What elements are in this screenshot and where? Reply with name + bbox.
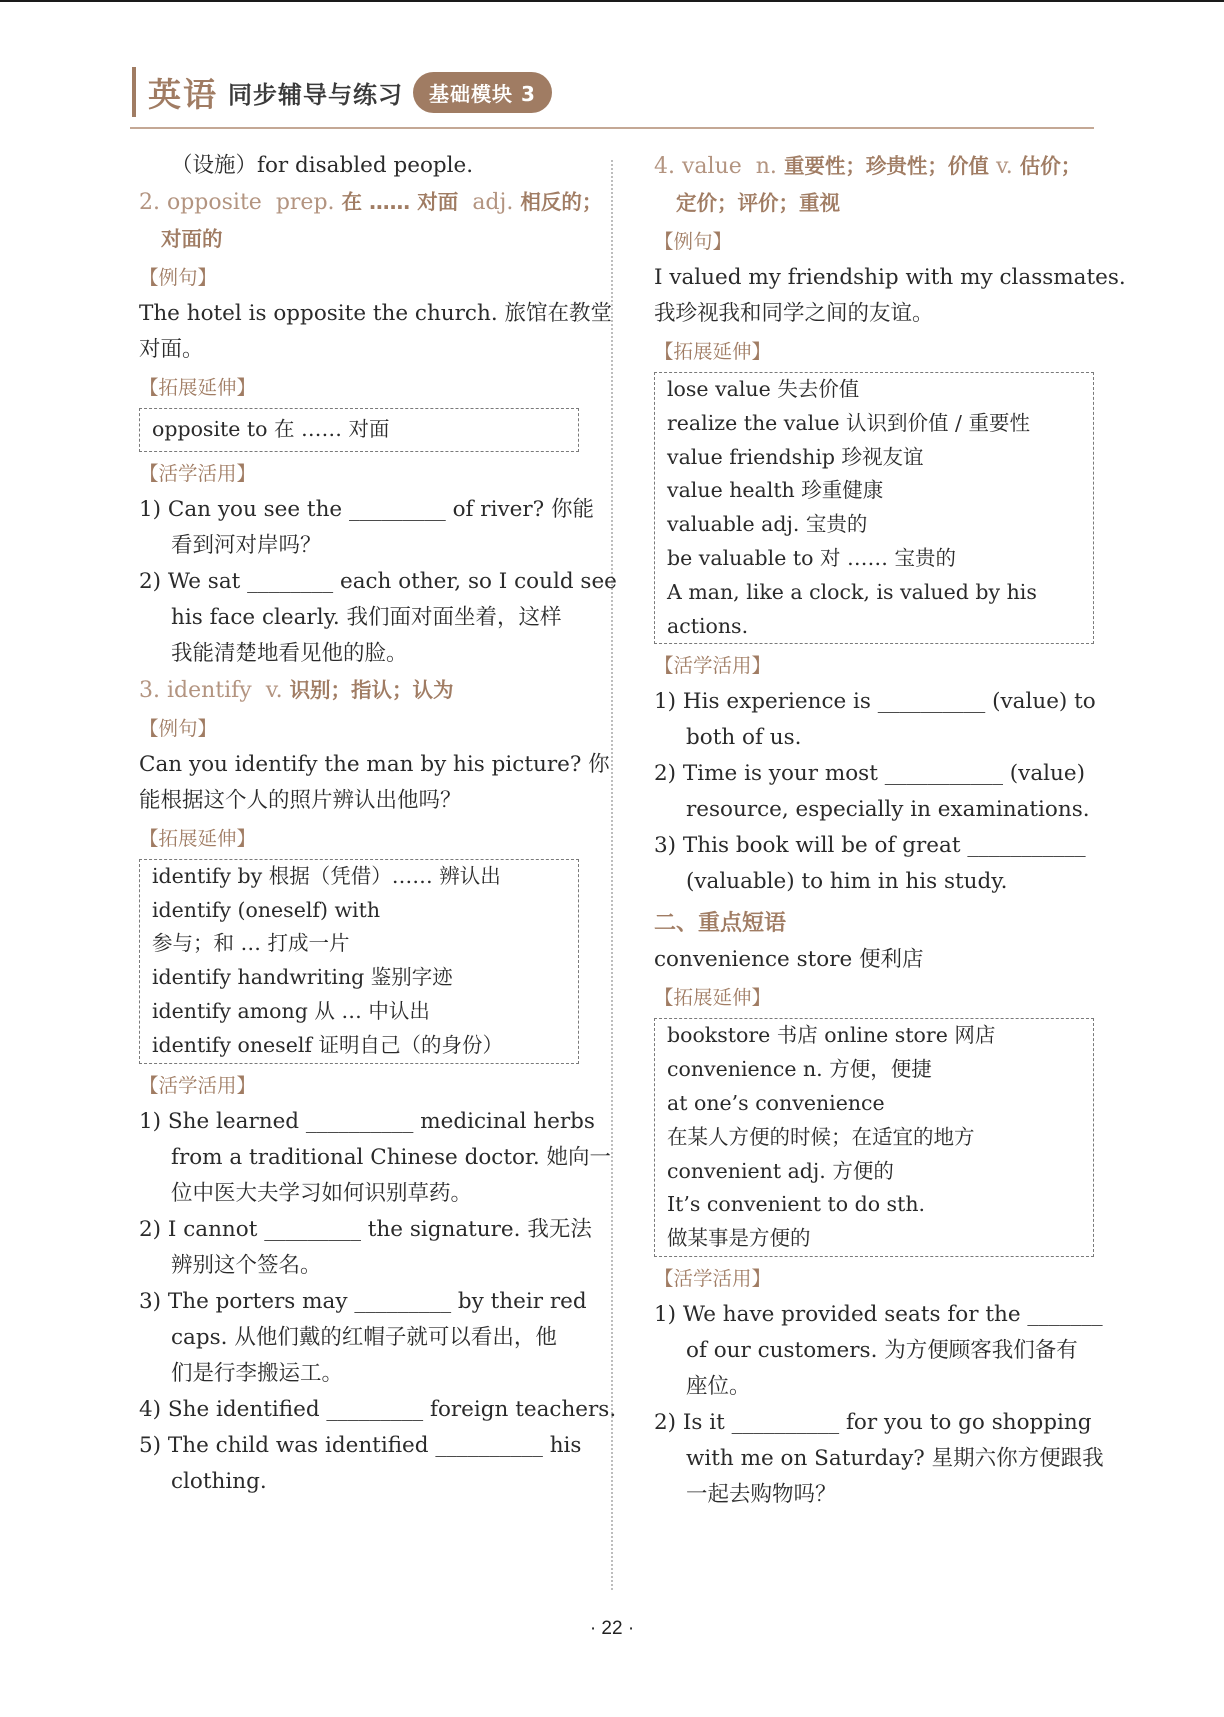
entry-pos: v. <box>995 154 1013 179</box>
entry-definition: 识别；指认；认为 <box>289 677 454 702</box>
right-column <box>654 148 1126 1513</box>
header-accent-bar <box>132 67 136 117</box>
entry-definition-cont <box>654 185 1094 222</box>
vocab-entry-identify <box>139 672 579 709</box>
extension-item: 做某事是方便的 <box>667 1226 811 1251</box>
extension-item: value friendship 珍视友谊 <box>667 444 924 469</box>
left-column <box>139 148 617 1500</box>
practice-item-cont: 辨别这个签名。 <box>171 1252 322 1278</box>
extension-item: at one’s convenience <box>667 1090 885 1115</box>
practice-item-cont: (valuable) to him in his study. <box>686 869 1008 895</box>
tag-example: 【例句】 <box>139 716 218 740</box>
extension-box <box>139 859 579 1064</box>
example-sentence: 对面。 <box>139 337 204 362</box>
example-sentence: 我珍视我和同学之间的友谊。 <box>654 301 934 326</box>
extension-item: A man, like a clock, is valued by his <box>667 579 1037 604</box>
practice-item: 2) I cannot _________ the signature. 我无法 <box>139 1216 592 1242</box>
extension-box <box>654 1018 1094 1257</box>
extension-item: actions. <box>667 613 749 638</box>
tag-example: 【例句】 <box>139 266 218 289</box>
entry-definition: 相反的； <box>520 190 603 214</box>
practice-item-cont: 们是行李搬运工。 <box>171 1360 344 1386</box>
vocab-entry-opposite <box>139 184 603 221</box>
entry-pos: n. <box>755 154 777 179</box>
extension-box <box>654 372 1094 644</box>
practice-item-cont: 座位。 <box>686 1373 751 1399</box>
practice-item-cont: from a traditional Chinese doctor. 她向一 <box>171 1144 612 1170</box>
practice-item: 1) She learned __________ medicinal herbs <box>139 1108 595 1134</box>
practice-item-cont: caps. 从他们戴的红帽子就可以看出，他 <box>171 1324 557 1350</box>
column-divider <box>611 160 613 1590</box>
extension-item: realize the value 认识到价值 / 重要性 <box>667 410 1030 435</box>
practice-item-cont: resource, especially in examinations. <box>686 797 1090 823</box>
practice-item-cont: of our customers. 为方便顾客我们备有 <box>686 1337 1078 1363</box>
practice-item-cont: 看到河对岸吗？ <box>171 532 322 558</box>
extension-item: value health 珍重健康 <box>667 478 884 503</box>
book-subtitle: 同步辅导与练习 <box>228 80 403 109</box>
practice-item-cont: 我能清楚地看见他的脸。 <box>171 640 408 666</box>
practice-item-cont: clothing. <box>171 1468 267 1494</box>
example-sentence: Can you identify the man by his picture? 你 <box>139 751 610 777</box>
entry-definition: 重要性；珍贵性；价值 <box>783 154 989 178</box>
tag-practice: 【活学活用】 <box>654 1266 772 1290</box>
example-sentence: The hotel is opposite the church. 旅馆在教堂 <box>139 301 612 326</box>
page-header <box>132 66 552 118</box>
entry-definition: 在 …… 对面 <box>341 190 459 214</box>
practice-item: 3) This book will be of great ___________ <box>654 833 1086 859</box>
entry-word: 2. opposite <box>139 190 262 215</box>
extension-item: identify oneself 证明自己（的身份） <box>152 1032 503 1057</box>
tag-practice: 【活学活用】 <box>139 461 257 485</box>
practice-item: 2) Time is your most ___________ (value) <box>654 761 1085 787</box>
entry-pos: v. <box>265 677 283 703</box>
practice-item: 1) We have provided seats for the _______ <box>654 1301 1103 1327</box>
extension-item: 在某人方便的时候；在适宜的地方 <box>667 1124 975 1149</box>
extension-item: convenient adj. 方便的 <box>667 1158 894 1183</box>
practice-item: 5) The child was identified __________ his <box>139 1432 582 1458</box>
tag-extension: 【拓展延伸】 <box>139 376 257 399</box>
extension-item: convenience n. 方便，便捷 <box>667 1057 932 1082</box>
extension-item: 参与；和 … 打成一片 <box>152 931 350 956</box>
module-badge: 基础模块 3 <box>413 72 552 113</box>
practice-item: 2) Is it __________ for you to go shopping <box>654 1409 1092 1435</box>
entry-pos: adj. <box>472 190 514 215</box>
vocab-entry-value <box>654 148 1094 185</box>
header-rule <box>130 127 1094 129</box>
tag-practice: 【活学活用】 <box>654 654 772 678</box>
extension-item: be valuable to 对 …… 宝贵的 <box>667 545 957 570</box>
entry-pos: prep. <box>275 190 335 215</box>
extension-item: lose value 失去价值 <box>667 377 860 401</box>
extension-box <box>139 408 579 452</box>
entry-definition: 估价； <box>1019 154 1082 178</box>
entry-word: 3. identify <box>139 677 252 703</box>
extension-item: identify by 根据（凭借）…… 辨认出 <box>152 863 501 888</box>
extension-item: identify among 从 … 中认出 <box>152 998 430 1023</box>
tag-practice: 【活学活用】 <box>139 1073 257 1097</box>
tag-extension: 【拓展延伸】 <box>654 340 772 363</box>
tag-extension: 【拓展延伸】 <box>654 986 772 1010</box>
entry-definition: 定价；评价；重视 <box>676 191 840 215</box>
entry-word: 4. value <box>654 154 742 179</box>
practice-item: 1) His experience is __________ (value) to <box>654 689 1096 715</box>
tag-example: 【例句】 <box>654 230 733 253</box>
top-border <box>0 0 1224 2</box>
practice-item-cont: 位中医大夫学习如何识别草药。 <box>171 1180 473 1206</box>
practice-item-cont: both of us. <box>686 725 802 751</box>
example-sentence: 能根据这个人的照片辨认出他吗？ <box>139 787 462 813</box>
section-title: 二、重点短语 <box>654 911 787 937</box>
practice-item-cont: his face clearly. 我们面对面坐着，这样 <box>171 604 562 630</box>
page-number: · 22 · <box>589 1618 635 1639</box>
continued-text: （设施）for disabled people. <box>171 153 474 178</box>
practice-item: 2) We sat ________ each other, so I could see <box>139 568 617 594</box>
book-title: 英语 <box>148 74 218 114</box>
extension-item: valuable adj. 宝贵的 <box>667 512 868 537</box>
practice-item: 3) The porters may _________ by their red <box>139 1288 587 1314</box>
practice-item: 4) She identified _________ foreign teachers. <box>139 1396 617 1422</box>
practice-item: 1) Can you see the _________ of river? 你能 <box>139 496 594 522</box>
extension-item: identify handwriting 鉴别字迹 <box>152 965 453 990</box>
example-sentence: I valued my friendship with my classmates. <box>654 265 1126 290</box>
extension-item: It’s convenient to do sth. <box>667 1192 926 1217</box>
tag-extension: 【拓展延伸】 <box>139 826 257 850</box>
practice-item-cont: 一起去购物吗？ <box>686 1481 837 1507</box>
extension-item: opposite to 在 …… 对面 <box>152 417 390 441</box>
practice-item-cont: with me on Saturday? 星期六你方便跟我 <box>686 1445 1104 1471</box>
key-phrase: convenience store 便利店 <box>654 947 924 973</box>
extension-item: bookstore 书店 online store 网店 <box>667 1023 996 1048</box>
entry-definition: 对面的 <box>161 227 223 251</box>
extension-item: identify (oneself) with <box>152 897 381 922</box>
entry-definition-cont <box>139 221 579 258</box>
